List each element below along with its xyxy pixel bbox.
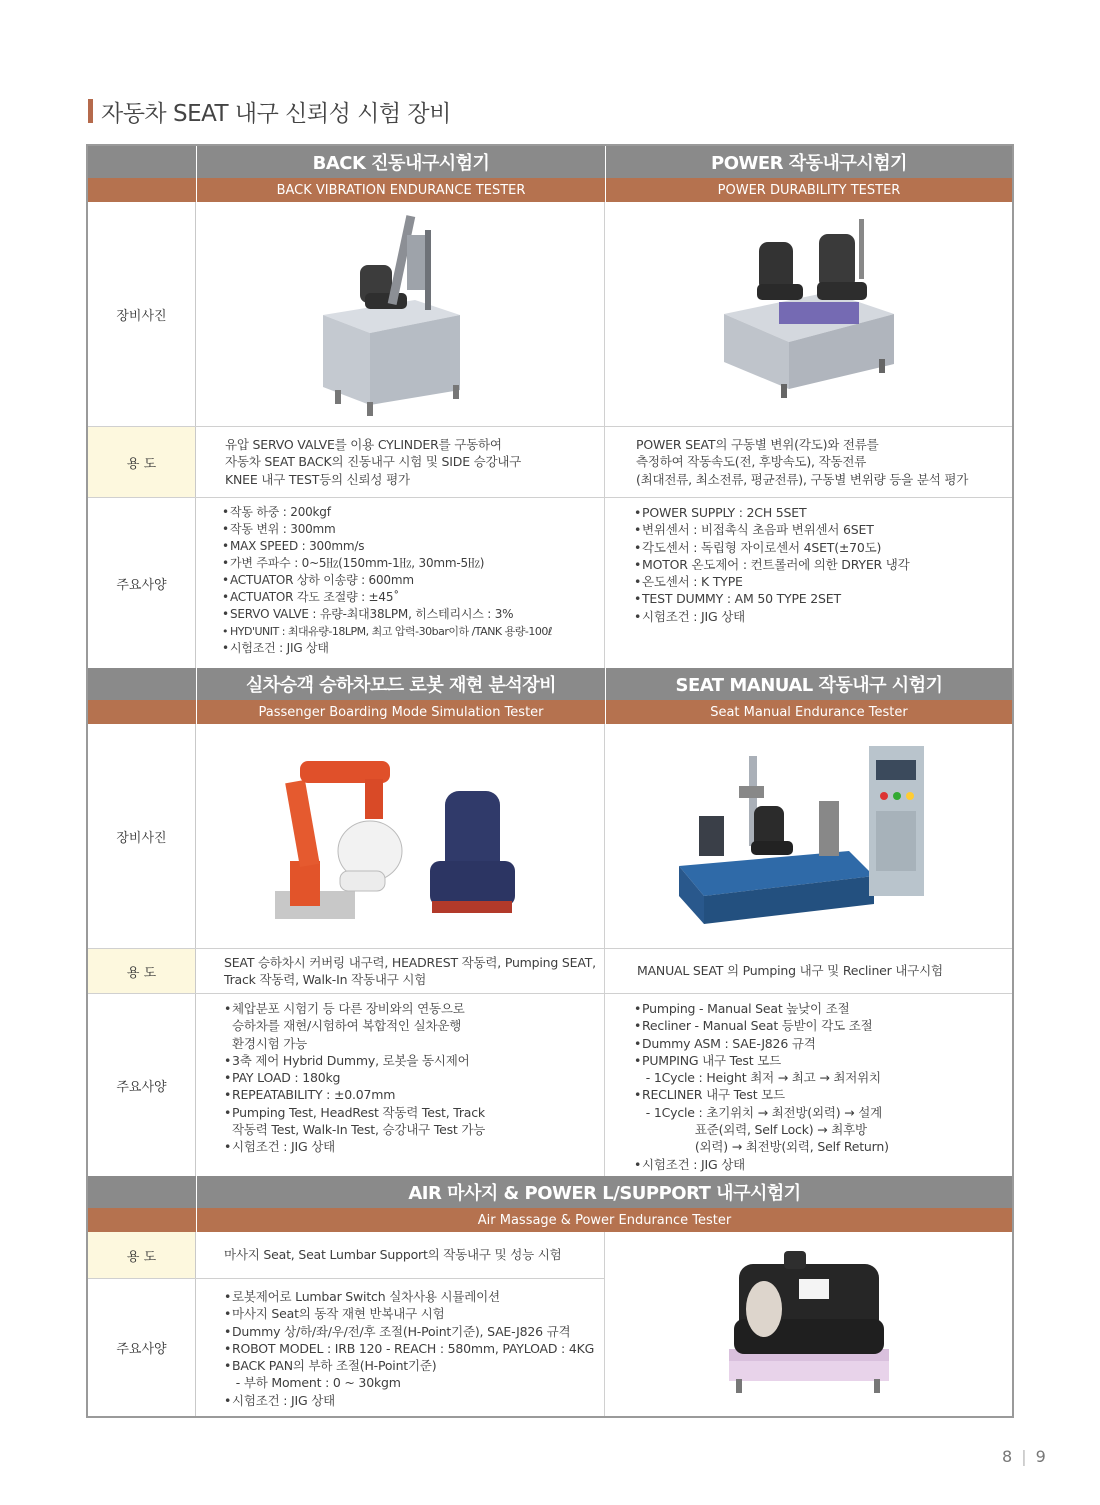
spec-item: • BACK PAN의 부하 조절(H-Point기준) — [224, 1357, 596, 1374]
spec-item: - 부하 Moment : 0 ~ 30kgm — [232, 1375, 401, 1391]
s1-left-title: BACK 진동내구시험기 — [196, 146, 605, 178]
s3-subtitle: Air Massage & Power Endurance Tester — [196, 1208, 1012, 1232]
s2-right-usage — [605, 949, 1012, 993]
spec-item: • PUMPING 내구 Test 모드 — [634, 1052, 1004, 1069]
spec-list — [224, 1288, 596, 1409]
usage-line: 측정하여 작동속도(전, 후방속도), 작동전류 — [636, 454, 867, 470]
spec-item: • ROBOT MODEL : IRB 120 - REACH : 580mm, PAYLOAD : 4KG — [224, 1340, 596, 1357]
spec-list — [222, 504, 596, 657]
air-massage-tester-image — [605, 1232, 1012, 1416]
spec-item: • HYD'UNIT : 최대유량-18LPM, 최고 압력-30bar이하 /TANK 용량-100ℓ — [222, 623, 596, 640]
spec-item: • 작동 변위 : 300mm — [222, 521, 596, 538]
s1-left-subtitle: BACK VIBRATION ENDURANCE TESTER — [196, 178, 605, 202]
corner-subheader — [88, 1208, 196, 1232]
usage-line: MANUAL SEAT 의 Pumping 내구 및 Recliner 내구시험 — [637, 963, 943, 979]
spec-item: • MOTOR 온도제어 : 컨트롤러에 의한 DRYER 냉각 — [634, 556, 1004, 573]
spec-item: • 가변 주파수 : 0~5㎐(150mm-1㎐, 30mm-5㎐) — [222, 555, 596, 572]
page-separator: | — [1021, 1447, 1027, 1466]
spec-item: • TEST DUMMY : AM 50 TYPE 2SET — [634, 590, 1004, 607]
s1-left-specs — [196, 498, 605, 668]
spec-item: 환경시험 가능 — [232, 1035, 308, 1051]
s2-right-specs — [605, 994, 1012, 1176]
spec-item: - 1Cycle : 초기위치 → 최전방(외력) → 설계 — [642, 1104, 882, 1120]
s1-left-usage — [196, 427, 605, 497]
spec-item: • 시험조건 : JIG 상태 — [634, 1156, 1004, 1173]
spec-item: • 시험조건 : JIG 상태 — [222, 640, 596, 657]
spec-item: • 3축 제어 Hybrid Dummy, 로봇을 동시제어 — [224, 1052, 596, 1069]
s1-usage-label: 용 도 — [88, 427, 196, 497]
s2-right-title: SEAT MANUAL 작동내구 시험기 — [605, 668, 1012, 700]
spec-item: • RECLINER 내구 Test 모드 — [634, 1086, 1004, 1103]
title-accent-bar — [88, 99, 93, 123]
spec-list — [634, 504, 1004, 625]
spec-item: • MAX SPEED : 300mm/s — [222, 538, 596, 555]
s1-photo-label: 장비사진 — [88, 202, 196, 426]
corner-header — [88, 1176, 196, 1208]
spec-item: • REPEATABILITY : ±0.07mm — [224, 1086, 596, 1103]
usage-line: 마사지 Seat, Seat Lumbar Support의 작동내구 및 성능 시험 — [224, 1247, 562, 1263]
spec-item: • PAY LOAD : 180kg — [224, 1069, 596, 1086]
s1-right-subtitle: POWER DURABILITY TESTER — [605, 178, 1012, 202]
spec-item: • 작동 하중 : 200kgf — [222, 504, 596, 521]
spec-item: • 시험조건 : JIG 상태 — [224, 1138, 596, 1155]
s3-usage-label: 용 도 — [88, 1232, 196, 1278]
usage-line: 유압 SERVO VALVE를 이용 CYLINDER를 구동하여 — [225, 437, 502, 453]
spec-item: • 변위센서 : 비접촉식 초음파 변위센서 6SET — [634, 521, 1004, 538]
boarding-robot-image — [196, 724, 605, 948]
usage-line: KNEE 내구 TEST등의 신뢰성 평가 — [225, 471, 410, 487]
spec-item: • Recliner - Manual Seat 등받이 각도 조절 — [634, 1017, 1004, 1034]
s2-right-subtitle: Seat Manual Endurance Tester — [605, 700, 1012, 724]
page-number-left: 8 — [1002, 1447, 1013, 1466]
s1-right-specs — [605, 498, 1012, 668]
spec-item: • ACTUATOR 각도 조절량 : ±45˚ — [222, 589, 596, 606]
back-vibration-tester-image — [196, 202, 605, 426]
spec-item: • POWER SUPPLY : 2CH 5SET — [634, 504, 1004, 521]
s1-right-title: POWER 작동내구시험기 — [605, 146, 1012, 178]
spec-item: • Dummy ASM : SAE-J826 규격 — [634, 1035, 1004, 1052]
s3-spec-label: 주요사양 — [88, 1279, 196, 1416]
spec-item: • 각도센서 : 독립형 자이로센서 4SET(±70도) — [634, 539, 1004, 556]
spec-item: • Pumping Test, HeadRest 작동력 Test, Track — [224, 1104, 596, 1121]
s3-specs — [196, 1279, 605, 1416]
usage-line: 자동차 SEAT BACK의 진동내구 시험 및 SIDE 승강내구 — [225, 454, 522, 470]
usage-line: SEAT 승하차시 커버링 내구력, HEADREST 작동력, Pumping SEAT, — [224, 954, 596, 970]
s2-left-usage — [196, 949, 605, 993]
corner-header — [88, 146, 196, 178]
s3-title: AIR 마사지 & POWER L/SUPPORT 내구시험기 — [196, 1176, 1012, 1208]
s1-spec-label: 주요사양 — [88, 498, 196, 668]
power-durability-tester-image — [605, 202, 1012, 426]
usage-line: (최대전류, 최소전류, 평균전류), 구동별 변위량 등을 분석 평가 — [636, 471, 969, 487]
spec-item: • 로봇제어로 Lumbar Switch 실차사용 시뮬레이션 — [224, 1288, 596, 1305]
spec-item: • SERVO VALVE : 유량-최대38LPM, 히스테리시스 : 3% — [222, 606, 596, 623]
spec-item: 표준(외력, Self Lock) → 최후방 — [642, 1122, 867, 1138]
spec-item: • 체압분포 시험기 등 다른 장비와의 연동으로 — [224, 1000, 596, 1017]
spec-item: • Dummy 상/하/좌/우/전/후 조절(H-Point기준), SAE-J826 규격 — [224, 1323, 596, 1340]
spec-item: • 마사지 Seat의 동작 재현 반복내구 시험 — [224, 1305, 596, 1322]
s2-left-title: 실차승객 승하차모드 로봇 재현 분석장비 — [196, 668, 605, 700]
s2-left-subtitle: Passenger Boarding Mode Simulation Tester — [196, 700, 605, 724]
spec-item: • 온도센서 : K TYPE — [634, 573, 1004, 590]
s2-spec-label: 주요사양 — [88, 994, 196, 1176]
equipment-table — [86, 144, 1014, 1418]
corner-subheader — [88, 700, 196, 724]
page-number-right: 9 — [1035, 1447, 1046, 1466]
usage-line: POWER SEAT의 구동별 변위(각도)와 전류를 — [636, 437, 879, 453]
corner-header — [88, 668, 196, 700]
spec-item: • Pumping - Manual Seat 높낮이 조절 — [634, 1000, 1004, 1017]
corner-subheader — [88, 178, 196, 202]
spec-item: • 시험조건 : JIG 상태 — [224, 1392, 596, 1409]
s1-right-usage — [605, 427, 1012, 497]
usage-line: Track 작동력, Walk-In 작동내구 시험 — [224, 972, 427, 987]
seat-manual-tester-image — [605, 724, 1012, 948]
s2-photo-label: 장비사진 — [88, 724, 196, 948]
spec-item: 승하차를 재현/시험하여 복합적인 실차운행 — [232, 1018, 462, 1034]
page-title — [88, 94, 451, 128]
s2-left-specs — [196, 994, 605, 1176]
spec-item: • ACTUATOR 상하 이송량 : 600mm — [222, 572, 596, 589]
s3-usage — [196, 1232, 605, 1278]
spec-item: 작동력 Test, Walk-In Test, 승강내구 Test 가능 — [232, 1122, 486, 1138]
page-numbers — [1002, 1447, 1046, 1466]
spec-list — [224, 1000, 596, 1156]
spec-item: - 1Cycle : Height 최저 → 최고 → 최저위치 — [642, 1070, 881, 1086]
spec-list — [634, 1000, 1004, 1173]
page-title-text: 자동차 SEAT 내구 신뢰성 시험 장비 — [101, 100, 451, 127]
spec-item: (외력) → 최전방(외력, Self Return) — [642, 1139, 889, 1155]
spec-item: • 시험조건 : JIG 상태 — [634, 608, 1004, 625]
s2-usage-label: 용 도 — [88, 949, 196, 993]
